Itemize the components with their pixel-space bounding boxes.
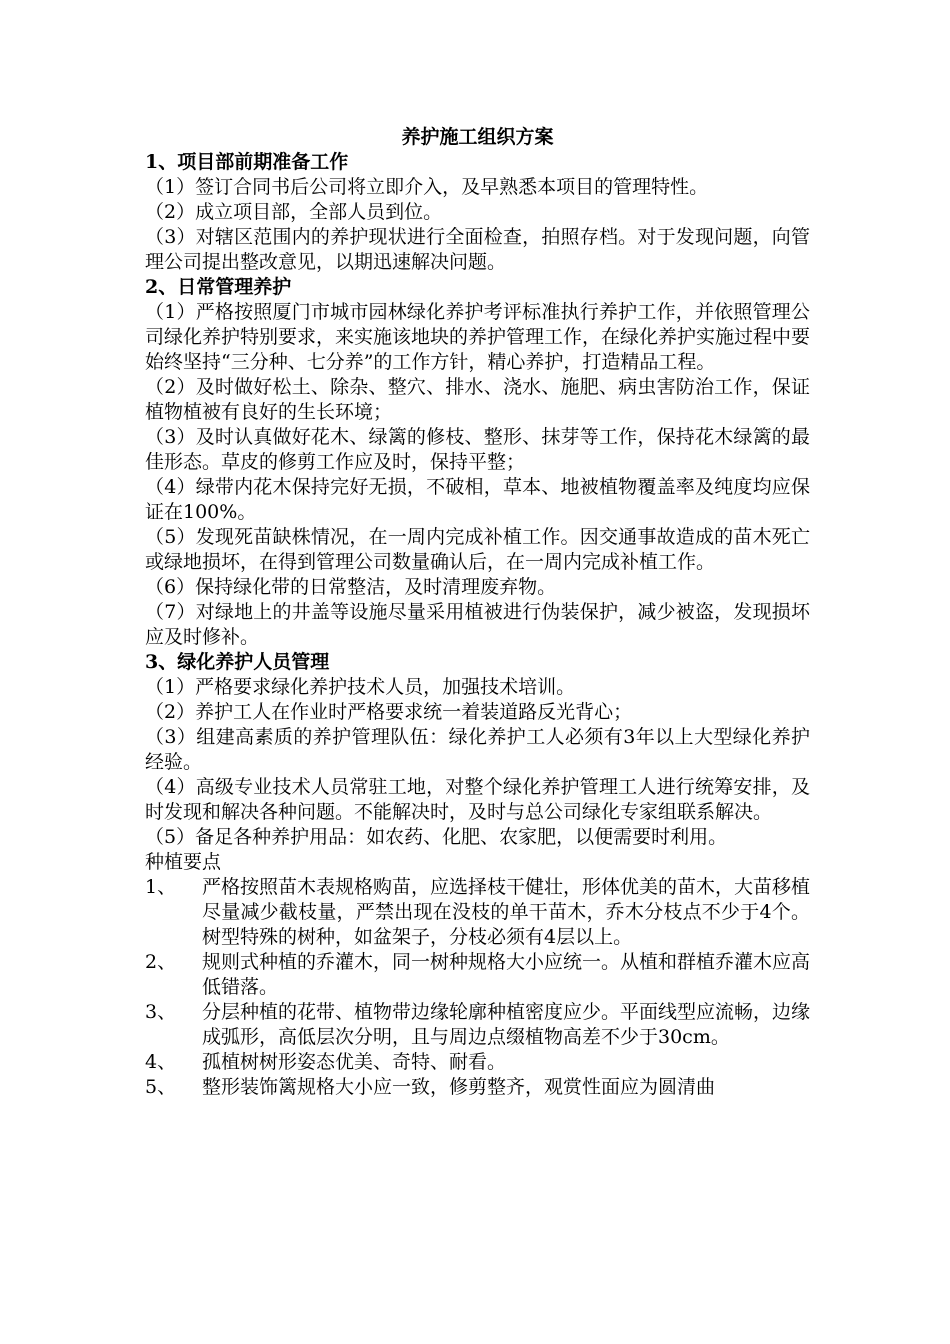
list-number: 2、 <box>145 951 177 973</box>
list-text: 整形装饰篱规格大小应一致，修剪整齐，观赏性面应为圆清曲 <box>202 1076 716 1098</box>
section-1 <box>145 150 810 275</box>
list-item <box>145 875 810 950</box>
paragraph: （4）高级专业技术人员常驻工地，对整个绿化养护管理工人进行统筹安排，及时发现和解决各种问题。不能解决时，及时与总公司绿化专家组联系解决。 <box>145 776 810 823</box>
paragraph: （1）签订合同书后公司将立即介入，及早熟悉本项目的管理特性。 <box>145 176 709 198</box>
list-text: 严格按照苗木表规格购苗，应选择枝干健壮，形体优美的苗木，大苗移植尽量减少截枝量，严禁出现在没枝的单干苗木，乔木分枝点不少于4个。树型特殊的树种，如盆架子，分枝必须有4层以上。 <box>202 876 811 948</box>
planting-section <box>145 850 810 1100</box>
paragraph: （2）养护工人在作业时严格要求统一着装道路反光背心； <box>145 701 633 723</box>
list-text: 孤植树树形姿态优美、奇特、耐看。 <box>202 1051 507 1073</box>
list-item <box>145 1075 810 1100</box>
list-number: 1、 <box>145 876 177 898</box>
paragraph: （6）保持绿化带的日常整洁，及时清理废弃物。 <box>145 576 557 598</box>
paragraph: （3）组建高素质的养护管理队伍：绿化养护工人必须有3年以上大型绿化养护经验。 <box>145 726 810 773</box>
list-item <box>145 950 810 1000</box>
list-text: 规则式种植的乔灌木，同一树种规格大小应统一。从植和群植乔灌木应高低错落。 <box>202 951 811 998</box>
document-title: 养护施工组织方案 <box>401 126 554 148</box>
section-heading: 3、绿化养护人员管理 <box>145 651 330 673</box>
list-number: 4、 <box>145 1051 177 1073</box>
paragraph: （3）及时认真做好花木、绿篱的修枝、整形、抹芽等工作，保持花木绿篱的最佳形态。草皮的修剪工作应及时，保持平整； <box>145 426 810 473</box>
paragraph: （1）严格按照厦门市城市园林绿化养护考评标准执行养护工作，并依照管理公司绿化养护特别要求，来实施该地块的养护管理工作，在绿化养护实施过程中要始终坚持“三分种、七分养”的工作方针，精心养护，打造精品工程。 <box>145 301 811 373</box>
list-number: 5、 <box>145 1076 177 1098</box>
list-item <box>145 1000 810 1050</box>
list-item <box>145 1050 810 1075</box>
paragraph: （5）发现死苗缺株情况，在一周内完成补植工作。因交通事故造成的苗木死亡或绿地损坏，在得到管理公司数量确认后，在一周内完成补植工作。 <box>145 526 810 573</box>
list-text: 分层种植的花带、植物带边缘轮廓种植密度应少。平面线型应流畅，边缘成弧形，高低层次分明，且与周边点缀植物高差不少于30cm。 <box>202 1001 811 1048</box>
paragraph: （7）对绿地上的井盖等设施尽量采用植被进行伪装保护，减少被盗，发现损坏应及时修补。 <box>145 601 810 648</box>
paragraph: （3）对辖区范围内的养护现状进行全面检查，拍照存档。对于发现问题，向管理公司提出整改意见，以期迅速解决问题。 <box>145 226 810 273</box>
paragraph: （1）严格要求绿化养护技术人员，加强技术培训。 <box>145 676 576 698</box>
paragraph: （2）成立项目部，全部人员到位。 <box>145 201 443 223</box>
section-heading: 2、日常管理养护 <box>145 276 292 298</box>
paragraph: （5）备足各种养护用品：如农药、化肥、农家肥，以便需要时利用。 <box>145 826 728 848</box>
section-3 <box>145 650 810 850</box>
planting-heading: 种植要点 <box>145 851 222 873</box>
paragraph: （2）及时做好松土、除杂、整穴、排水、浇水、施肥、病虫害防治工作，保证植物植被有良好的生长环境； <box>145 376 810 423</box>
document-body <box>145 124 810 1100</box>
section-heading: 1、项目部前期准备工作 <box>145 151 349 173</box>
paragraph: （4）绿带内花木保持完好无损，不破相，草本、地被植物覆盖率及纯度均应保证在100%。 <box>145 476 810 523</box>
list-number: 3、 <box>145 1001 177 1023</box>
section-2 <box>145 275 810 650</box>
